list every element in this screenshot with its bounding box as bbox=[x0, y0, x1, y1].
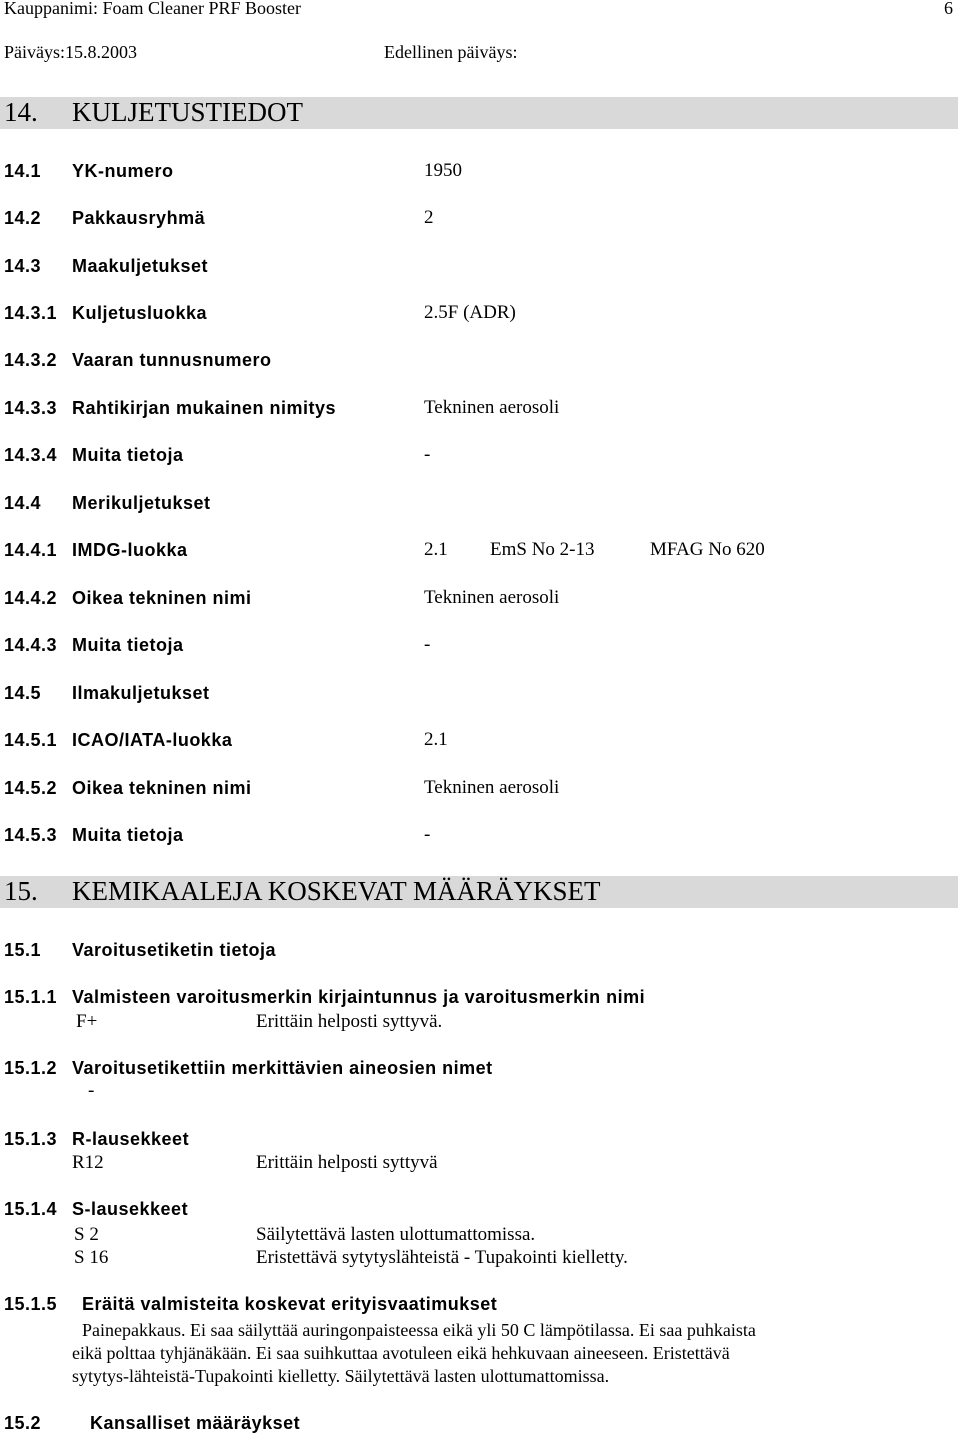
row-value: - bbox=[424, 444, 431, 465]
mfag-number: MFAG No 620 bbox=[650, 539, 765, 560]
row-value: Tekninen aerosoli bbox=[424, 777, 560, 798]
row-value: - bbox=[424, 634, 431, 655]
risk-text: Erittäin helposti syttyvä bbox=[256, 1152, 438, 1173]
subsection-number: 15.1.1 bbox=[4, 987, 58, 1007]
row-number: 14.4.2 bbox=[4, 588, 58, 608]
safety-text: Säilytettävä lasten ulottumattomissa. bbox=[256, 1224, 536, 1245]
requirement-line: sytytys-lähteistä-Tupakointi kielletty. Säilytettävä lasten ulottumattomissa. bbox=[72, 1366, 610, 1386]
ems-number: EmS No 2-13 bbox=[490, 539, 595, 560]
subsection-label: Varoitusetikettiin merkittävien aineosien nimet bbox=[72, 1058, 493, 1078]
requirement-line: Painepakkaus. Ei saa säilyttää auringonpaisteessa eikä yli 50 C lämpötilassa. Ei saa puhkaista bbox=[82, 1320, 756, 1340]
subsection-label: R-lausekkeet bbox=[72, 1129, 190, 1149]
product-name: Kauppanimi: Foam Cleaner PRF Booster bbox=[4, 0, 301, 18]
row-number: 14.3.2 bbox=[4, 350, 58, 370]
row-number: 14.4.1 bbox=[4, 540, 58, 560]
row-number: 14.3 bbox=[4, 256, 42, 276]
row-value: Tekninen aerosoli bbox=[424, 587, 560, 608]
safety-code: S 16 bbox=[74, 1247, 109, 1268]
safety-code: S 2 bbox=[74, 1224, 99, 1245]
row-number: 14.4.3 bbox=[4, 635, 58, 655]
hazard-code: F+ bbox=[76, 1011, 98, 1032]
document-date: Päiväys:15.8.2003 bbox=[4, 42, 137, 62]
section-15-title: KEMIKAALEJA KOSKEVAT MÄÄRÄYKSET bbox=[72, 876, 601, 906]
row-label: Merikuljetukset bbox=[72, 493, 211, 513]
row-label: Muita tietoja bbox=[72, 825, 184, 845]
row-label: Oikea tekninen nimi bbox=[72, 588, 252, 608]
row-number: 14.5.3 bbox=[4, 825, 58, 845]
row-label: Oikea tekninen nimi bbox=[72, 778, 252, 798]
row-label: Pakkausryhmä bbox=[72, 208, 206, 228]
subsection-number: 15.1.4 bbox=[4, 1199, 58, 1219]
section-14-title: KULJETUSTIEDOT bbox=[72, 97, 303, 127]
row-number: 14.2 bbox=[4, 208, 42, 228]
row-value: 2.5F (ADR) bbox=[424, 302, 516, 323]
row-label: Kuljetusluokka bbox=[72, 303, 208, 323]
hazard-text: Erittäin helposti syttyvä. bbox=[256, 1011, 443, 1032]
row-label: Ilmakuljetukset bbox=[72, 683, 210, 703]
row-number: 14.5.1 bbox=[4, 730, 58, 750]
row-label: Maakuljetukset bbox=[72, 256, 209, 276]
row-number: 14.5 bbox=[4, 683, 42, 703]
row-value: - bbox=[424, 824, 431, 845]
subsection-label: S-lausekkeet bbox=[72, 1199, 189, 1219]
row-value: 1950 bbox=[424, 160, 462, 181]
row-value: Tekninen aerosoli bbox=[424, 397, 560, 418]
row-number: 14.5.2 bbox=[4, 778, 58, 798]
subsection-label: Eräitä valmisteita koskevat erityisvaatimukset bbox=[82, 1294, 498, 1314]
previous-date: Edellinen päiväys: bbox=[384, 42, 518, 62]
row-number: 14.4 bbox=[4, 493, 42, 513]
section-15-number: 15. bbox=[4, 876, 38, 906]
subsection-number: 15.2 bbox=[4, 1413, 42, 1433]
row-number: 14.1 bbox=[4, 161, 42, 181]
row-label: Muita tietoja bbox=[72, 445, 184, 465]
subsection-label: Kansalliset määräykset bbox=[90, 1413, 301, 1433]
row-label: YK-numero bbox=[72, 161, 174, 181]
row-number: 14.3.4 bbox=[4, 445, 58, 465]
safety-text: Eristettävä sytytyslähteistä - Tupakointi kielletty. bbox=[256, 1247, 628, 1268]
ingredient-value: - bbox=[88, 1080, 95, 1101]
subsection-label: Varoitusetiketin tietoja bbox=[72, 940, 277, 960]
row-label: Vaaran tunnusnumero bbox=[72, 350, 272, 370]
subsection-label: Valmisteen varoitusmerkin kirjaintunnus ja varoitusmerkin nimi bbox=[72, 987, 646, 1007]
section-14-number: 14. bbox=[4, 97, 38, 127]
row-label: Muita tietoja bbox=[72, 635, 184, 655]
subsection-number: 15.1.5 bbox=[4, 1294, 58, 1314]
row-number: 14.3.1 bbox=[4, 303, 58, 323]
page-number: 6 bbox=[944, 0, 953, 18]
row-label: Rahtikirjan mukainen nimitys bbox=[72, 398, 337, 418]
row-value: 2 bbox=[424, 207, 434, 228]
row-label: IMDG-luokka bbox=[72, 540, 188, 560]
row-value: 2.1 bbox=[424, 539, 448, 560]
subsection-number: 15.1.2 bbox=[4, 1058, 58, 1078]
row-value: 2.1 bbox=[424, 729, 448, 750]
subsection-number: 15.1 bbox=[4, 940, 42, 960]
row-label: ICAO/IATA-luokka bbox=[72, 730, 233, 750]
subsection-number: 15.1.3 bbox=[4, 1129, 58, 1149]
requirement-line: eikä polttaa tyhjänäkään. Ei saa suihkuttaa avotuleen eikä hehkuvaan aineeseen. Eristettävä bbox=[72, 1343, 730, 1363]
risk-code: R12 bbox=[72, 1152, 104, 1173]
row-number: 14.3.3 bbox=[4, 398, 58, 418]
